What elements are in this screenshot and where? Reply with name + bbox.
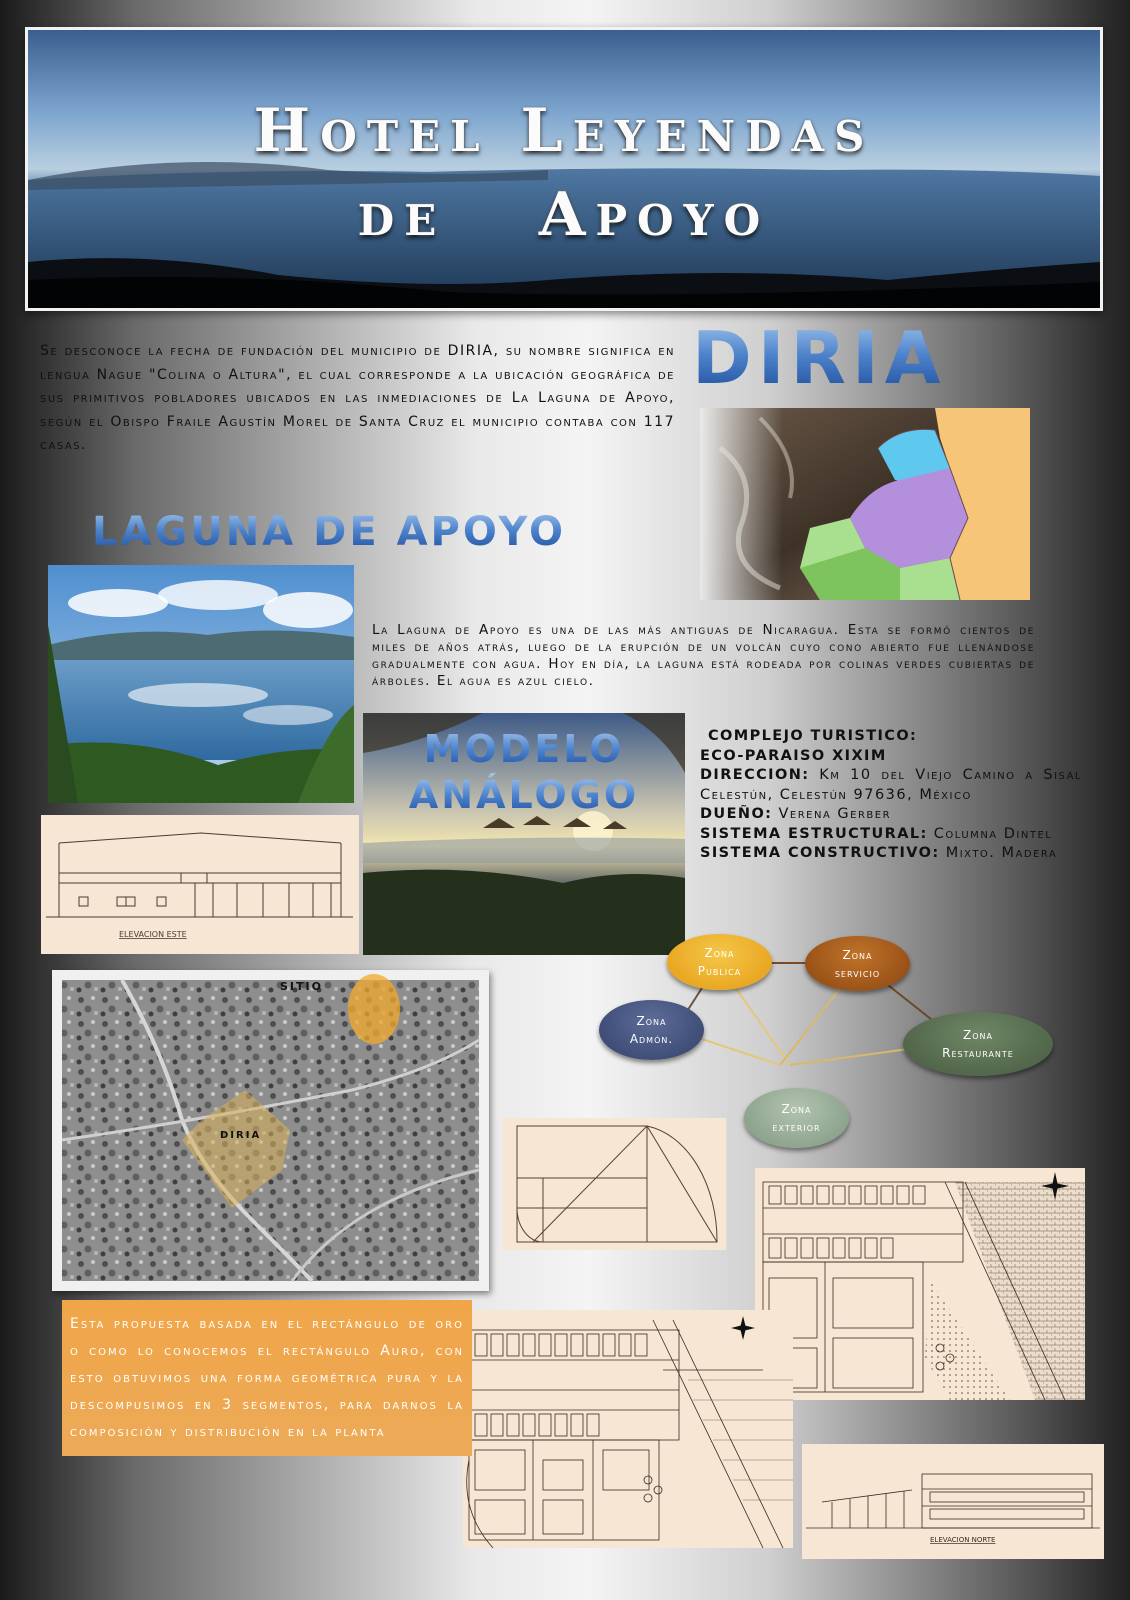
elevacion-este-drawing [41, 815, 359, 954]
zona-restaurante-bubble [903, 1012, 1053, 1076]
direccion-value: Km 10 del Viejo Camino a Sisal Celestún, Celestún 97636, México [700, 767, 1082, 803]
zona-restaurante-line2: Restaurante [942, 1046, 1014, 1060]
proposal-text-box: Esta propuesta basada en el rectángulo de oro o como lo conocemos el rectángulo Auro, con esto obtuvimos una forma geométrica pura y la descompusimos en 3 segmentos, para darnos la composición y distribución en la planta [62, 1300, 472, 1456]
floor-plan-1 [755, 1168, 1085, 1400]
zona-publica-line1: Zona [704, 946, 735, 960]
elevacion-norte-drawing [802, 1444, 1104, 1559]
zona-publica-line2: Publica [697, 964, 742, 978]
dueno-label: DUEÑO: [700, 806, 773, 822]
zona-admon-line1: Zona [636, 1014, 667, 1028]
laguna-description: La Laguna de Apoyo es una de las más antiguas de Nicaragua. Esta se formó cientos de miles de años atrás, luego de la erupción de un volcán cuyo cono abierto fue llenándose gradualmente con agua. Hoy en día, la laguna está rodeada por colinas verdes cubiertas de árboles. El agua es azul cielo. [372, 622, 1035, 689]
elevacion-este-label: ELEVACION ESTE [119, 930, 187, 939]
constructivo-label: SISTEMA CONSTRUCTIVO: [700, 845, 940, 861]
north-arrow-icon [731, 1316, 755, 1340]
complejo-info [700, 727, 1082, 864]
zona-servicio-line2: servicio [834, 965, 881, 980]
zona-servicio-line1: Zona [842, 947, 873, 962]
header-banner [25, 27, 1103, 311]
complejo-value: ECO-PARAISO XIXIM [700, 747, 887, 764]
laguna-title: LAGUNA DE APOYO [92, 509, 566, 555]
floor-plan-2 [463, 1310, 793, 1548]
zona-admon-line2: Admón. [629, 1032, 674, 1046]
diria-map-image [700, 408, 1030, 600]
laguna-photo [48, 565, 354, 803]
modelo-title-line2: ANÁLOGO [363, 773, 685, 817]
zona-servicio-bubble [805, 936, 910, 991]
estructural-label: SISTEMA ESTRUCTURAL: [700, 825, 928, 842]
estructural-value: Columna Dintel [933, 825, 1053, 842]
modelo-title-line1: MODELO [363, 727, 685, 771]
zona-restaurante-line1: Zona [963, 1028, 993, 1042]
constructivo-value: Mixto. Madera [945, 845, 1058, 861]
direccion-label: DIRECCION: [700, 767, 810, 783]
hotel-title-line2: de Apoyo [357, 180, 771, 250]
zona-exterior-line2: exterior [772, 1120, 821, 1134]
intro-paragraph: Se desconoce la fecha de fundación del municipio de DIRIA, su nombre significa en lengua Nague "Colina o Altura", el cual corresponde a la ubicación geográfica de sus primitivos pobladores ubicados en las inmediaciones de La Laguna de Apoyo, según el Obispo Fraile Agustín Morel de Santa Cruz el municipio contaba con 117 casas. [40, 343, 675, 453]
diria-title: DIRIA [692, 316, 947, 400]
hotel-title-line1: Hotel Leyendas [253, 96, 875, 166]
diria-site-label: DIRIA [220, 1130, 262, 1141]
sitio-label: SITIO [280, 980, 323, 993]
zona-admon-bubble [599, 1000, 704, 1060]
complejo-label: COMPLEJO TURISTICO: [708, 728, 918, 744]
golden-rectangle-diagram [503, 1118, 726, 1250]
elevacion-norte-label: ELEVACION NORTE [930, 1536, 996, 1544]
lake-landscape-image [28, 30, 1100, 308]
dueno-value: Verena Gerber [778, 806, 892, 822]
modelo-analogo-image [363, 713, 685, 955]
zona-exterior-bubble [744, 1088, 849, 1148]
zona-exterior-line1: Zona [781, 1102, 812, 1116]
aerial-site-photo [52, 970, 489, 1291]
zona-publica-bubble [667, 934, 772, 990]
